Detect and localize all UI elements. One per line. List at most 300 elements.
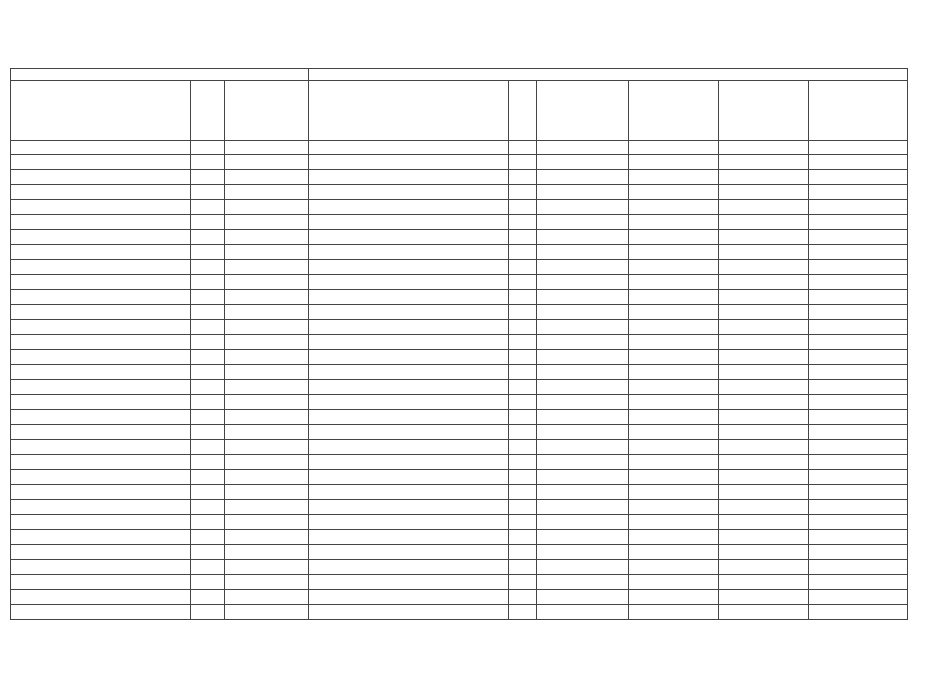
lan-label xyxy=(11,141,191,155)
carry-row xyxy=(11,560,908,575)
income-amount xyxy=(225,275,309,290)
expense-fund xyxy=(719,425,809,440)
expense-general xyxy=(629,290,719,305)
carry-income-number xyxy=(191,605,225,620)
income-amount xyxy=(225,335,309,350)
expense-fund xyxy=(719,305,809,320)
expense-fund xyxy=(719,515,809,530)
income-item xyxy=(11,395,191,410)
table-row xyxy=(11,380,908,395)
col-number-4 xyxy=(719,141,809,155)
carry-row xyxy=(11,590,908,605)
expense-state xyxy=(809,350,908,365)
income-amount xyxy=(225,200,309,215)
income-row-number xyxy=(191,500,225,515)
carry-expense-number xyxy=(509,560,537,575)
expense-general xyxy=(629,170,719,185)
expense-item xyxy=(309,485,509,500)
expense-general xyxy=(629,320,719,335)
expense-row-number xyxy=(509,290,537,305)
totals-row xyxy=(11,545,908,560)
carry-expense-number xyxy=(509,590,537,605)
table-row xyxy=(11,245,908,260)
expense-row-number xyxy=(509,410,537,425)
expense-row-number xyxy=(509,335,537,350)
expense-total xyxy=(537,410,629,425)
expense-total xyxy=(537,365,629,380)
expense-row-number xyxy=(509,380,537,395)
col-number-3 xyxy=(629,141,719,155)
expense-general xyxy=(629,440,719,455)
carry-income-amount xyxy=(225,605,309,620)
expense-general xyxy=(629,410,719,425)
expense-general xyxy=(629,530,719,545)
income-amount xyxy=(225,530,309,545)
expense-general xyxy=(629,260,719,275)
income-item xyxy=(11,350,191,365)
income-item xyxy=(11,215,191,230)
expense-fund xyxy=(719,245,809,260)
expense-row-number xyxy=(509,485,537,500)
column-header-row xyxy=(11,81,908,141)
expense-item xyxy=(309,530,509,545)
income-row-number xyxy=(191,515,225,530)
carry-expense-number xyxy=(509,575,537,590)
expense-row-number xyxy=(509,185,537,200)
carry-income-amount xyxy=(225,590,309,605)
income-item xyxy=(11,185,191,200)
expense-fund xyxy=(719,230,809,245)
income-amount xyxy=(225,485,309,500)
table-row xyxy=(11,395,908,410)
expense-fund xyxy=(719,485,809,500)
carry-expense-value xyxy=(719,605,809,620)
table-row xyxy=(11,185,908,200)
expense-fund xyxy=(719,500,809,515)
table-row xyxy=(11,455,908,470)
income-row-number xyxy=(191,440,225,455)
expense-general xyxy=(629,305,719,320)
expense-state xyxy=(809,380,908,395)
table-row xyxy=(11,305,908,320)
expense-state xyxy=(809,425,908,440)
expense-row-number xyxy=(509,350,537,365)
expense-row-number xyxy=(509,275,537,290)
expense-row-number xyxy=(509,440,537,455)
expense-general xyxy=(629,185,719,200)
carry-row xyxy=(11,605,908,620)
expense-total xyxy=(537,335,629,350)
income-amount xyxy=(225,350,309,365)
expense-total xyxy=(537,275,629,290)
carry-expense-value xyxy=(629,575,719,590)
income-row-number xyxy=(191,530,225,545)
expense-state xyxy=(809,335,908,350)
income-amount xyxy=(225,440,309,455)
expense-fund xyxy=(719,455,809,470)
carry-row xyxy=(11,575,908,590)
table-row xyxy=(11,440,908,455)
income-item xyxy=(11,230,191,245)
income-item xyxy=(11,500,191,515)
income-row-number xyxy=(191,335,225,350)
expense-state xyxy=(809,530,908,545)
expense-row-number xyxy=(509,500,537,515)
income-item xyxy=(11,290,191,305)
income-amount xyxy=(225,260,309,275)
income-item xyxy=(11,485,191,500)
expense-fund xyxy=(719,350,809,365)
expense-row-number xyxy=(509,245,537,260)
carry-expense-item xyxy=(309,605,509,620)
carry-expense-number xyxy=(509,605,537,620)
fund-budget-header xyxy=(719,81,809,141)
income-item xyxy=(11,245,191,260)
expense-state xyxy=(809,170,908,185)
carry-income-amount xyxy=(225,560,309,575)
expense-row-number xyxy=(509,515,537,530)
income-amount xyxy=(225,155,309,170)
expense-state xyxy=(809,200,908,215)
income-row-number xyxy=(191,305,225,320)
expense-total xyxy=(537,440,629,455)
expense-general xyxy=(629,230,719,245)
expense-item xyxy=(309,320,509,335)
income-row-number xyxy=(191,245,225,260)
carry-expense-value xyxy=(809,605,908,620)
income-amount xyxy=(225,290,309,305)
expense-fund xyxy=(719,410,809,425)
col-number-2 xyxy=(537,141,629,155)
carry-income-item xyxy=(11,590,191,605)
table-row xyxy=(11,260,908,275)
expense-item xyxy=(309,215,509,230)
income-amount xyxy=(225,185,309,200)
expense-row-number xyxy=(509,470,537,485)
income-item xyxy=(11,515,191,530)
expense-total xyxy=(537,245,629,260)
expense-fund xyxy=(719,185,809,200)
expense-total xyxy=(537,515,629,530)
income-item xyxy=(11,320,191,335)
expense-state xyxy=(809,260,908,275)
expense-state xyxy=(809,440,908,455)
expense-row-number xyxy=(509,455,537,470)
expense-total xyxy=(537,470,629,485)
expense-item xyxy=(309,425,509,440)
table-row xyxy=(11,215,908,230)
income-amount xyxy=(225,215,309,230)
carry-expense-value xyxy=(809,560,908,575)
income-row-number xyxy=(191,425,225,440)
expense-general xyxy=(629,515,719,530)
carry-income-item xyxy=(11,605,191,620)
income-amount xyxy=(225,500,309,515)
income-amount xyxy=(225,395,309,410)
expense-item xyxy=(309,440,509,455)
income-item xyxy=(11,335,191,350)
income-amount xyxy=(225,425,309,440)
expense-general xyxy=(629,275,719,290)
table-row xyxy=(11,470,908,485)
income-row-number xyxy=(191,470,225,485)
carry-expense-value xyxy=(537,605,629,620)
income-amount xyxy=(225,455,309,470)
expense-total-state xyxy=(809,545,908,560)
income-item xyxy=(11,155,191,170)
table-row xyxy=(11,230,908,245)
expense-total xyxy=(537,320,629,335)
expense-item xyxy=(309,395,509,410)
expense-fund xyxy=(719,275,809,290)
budget-table xyxy=(10,68,908,620)
income-row-number xyxy=(191,230,225,245)
expense-state xyxy=(809,155,908,170)
income-row-number xyxy=(191,380,225,395)
expense-general xyxy=(629,200,719,215)
expense-state xyxy=(809,290,908,305)
expense-total xyxy=(537,215,629,230)
expense-state xyxy=(809,455,908,470)
income-item xyxy=(11,260,191,275)
income-row-number xyxy=(191,290,225,305)
carry-expense-value xyxy=(629,605,719,620)
expense-general xyxy=(629,335,719,350)
income-row-number xyxy=(191,200,225,215)
expense-total xyxy=(537,425,629,440)
expense-item xyxy=(309,305,509,320)
expense-item-header xyxy=(309,81,509,141)
expense-total xyxy=(537,170,629,185)
table-row xyxy=(11,155,908,170)
expense-fund xyxy=(719,290,809,305)
expense-total xyxy=(537,185,629,200)
expense-general xyxy=(629,395,719,410)
col-number-5 xyxy=(809,141,908,155)
expense-item xyxy=(309,245,509,260)
expense-general xyxy=(629,500,719,515)
income-amount xyxy=(225,230,309,245)
income-amount xyxy=(225,380,309,395)
expense-item xyxy=(309,470,509,485)
income-amount xyxy=(225,305,309,320)
expense-fund xyxy=(719,395,809,410)
expense-fund xyxy=(719,200,809,215)
table-row xyxy=(11,365,908,380)
table-row xyxy=(11,335,908,350)
expense-state xyxy=(809,230,908,245)
carry-expense-value xyxy=(537,560,629,575)
expense-state xyxy=(809,410,908,425)
expense-row-number xyxy=(509,155,537,170)
income-row-number xyxy=(191,260,225,275)
income-amount xyxy=(225,410,309,425)
expense-item xyxy=(309,275,509,290)
carry-expense-value xyxy=(809,575,908,590)
expense-state xyxy=(809,305,908,320)
expense-total xyxy=(537,230,629,245)
income-row-number xyxy=(191,455,225,470)
expense-total xyxy=(537,305,629,320)
expense-general xyxy=(629,455,719,470)
expense-fund xyxy=(719,260,809,275)
carry-expense-item xyxy=(309,590,509,605)
income-amount xyxy=(225,470,309,485)
expense-total-number xyxy=(509,545,537,560)
expense-item xyxy=(309,455,509,470)
income-item xyxy=(11,365,191,380)
expense-state xyxy=(809,395,908,410)
expense-row-number xyxy=(509,395,537,410)
expense-total xyxy=(537,485,629,500)
col-number-1 xyxy=(225,141,309,155)
table-row xyxy=(11,410,908,425)
expense-general xyxy=(629,155,719,170)
carry-expense-value xyxy=(537,575,629,590)
expense-total xyxy=(537,260,629,275)
income-item xyxy=(11,275,191,290)
income-item xyxy=(11,305,191,320)
expense-total-fund xyxy=(719,545,809,560)
income-row-number xyxy=(191,350,225,365)
expense-fund xyxy=(719,155,809,170)
income-amount xyxy=(225,320,309,335)
table-row xyxy=(11,200,908,215)
table-row xyxy=(11,425,908,440)
income-amount xyxy=(225,515,309,530)
table-row xyxy=(11,500,908,515)
expense-general xyxy=(629,470,719,485)
expense-total-header xyxy=(537,81,629,141)
expense-fund xyxy=(719,440,809,455)
expense-item xyxy=(309,230,509,245)
expense-item xyxy=(309,335,509,350)
table-row xyxy=(11,320,908,335)
carry-income-amount xyxy=(225,575,309,590)
income-item xyxy=(11,470,191,485)
income-row-number xyxy=(191,155,225,170)
expense-total xyxy=(537,200,629,215)
expense-row-number xyxy=(509,215,537,230)
expense-total xyxy=(537,350,629,365)
expense-total-amount xyxy=(537,545,629,560)
expense-item xyxy=(309,410,509,425)
column-number-row xyxy=(11,141,908,155)
expense-state xyxy=(809,275,908,290)
expense-row-number xyxy=(509,305,537,320)
expense-total xyxy=(537,380,629,395)
expense-row-number xyxy=(509,365,537,380)
table-row xyxy=(11,350,908,365)
carry-expense-value xyxy=(629,590,719,605)
income-row-number xyxy=(191,320,225,335)
expense-state xyxy=(809,365,908,380)
income-row-number xyxy=(191,485,225,500)
expense-total-general xyxy=(629,545,719,560)
section-header-row xyxy=(11,69,908,81)
expense-item xyxy=(309,380,509,395)
income-item xyxy=(11,440,191,455)
carry-expense-value xyxy=(719,590,809,605)
expense-state xyxy=(809,515,908,530)
carry-expense-value xyxy=(809,590,908,605)
expense-general xyxy=(629,215,719,230)
expense-fund xyxy=(719,170,809,185)
expense-total-label xyxy=(309,545,509,560)
expense-general xyxy=(629,485,719,500)
expense-fund xyxy=(719,335,809,350)
lan-label xyxy=(309,141,509,155)
carry-income-number xyxy=(191,575,225,590)
income-amount-header xyxy=(225,81,309,141)
expense-item xyxy=(309,350,509,365)
income-total-label xyxy=(11,545,191,560)
income-total-amount xyxy=(225,545,309,560)
income-item xyxy=(11,455,191,470)
expense-fund xyxy=(719,215,809,230)
expense-state xyxy=(809,185,908,200)
expense-total xyxy=(537,155,629,170)
expense-header xyxy=(309,69,908,81)
expense-state xyxy=(809,215,908,230)
expense-fund xyxy=(719,380,809,395)
expense-item xyxy=(309,515,509,530)
expense-total xyxy=(537,395,629,410)
carry-expense-value xyxy=(719,575,809,590)
income-item xyxy=(11,380,191,395)
income-row-number xyxy=(191,185,225,200)
expense-fund xyxy=(719,365,809,380)
income-item xyxy=(11,410,191,425)
expense-row-number xyxy=(509,170,537,185)
expense-row-number xyxy=(509,230,537,245)
expense-row-number xyxy=(509,200,537,215)
income-row-number xyxy=(191,215,225,230)
expense-row-number xyxy=(509,260,537,275)
income-item-header xyxy=(11,81,191,141)
expense-item xyxy=(309,365,509,380)
income-row-number xyxy=(191,410,225,425)
general-budget-header xyxy=(629,81,719,141)
income-row-number xyxy=(191,170,225,185)
expense-row-number xyxy=(509,425,537,440)
income-amount xyxy=(225,365,309,380)
expense-item xyxy=(309,155,509,170)
table-row xyxy=(11,485,908,500)
expense-rowno-header xyxy=(509,81,537,141)
expense-total xyxy=(537,455,629,470)
carry-expense-value xyxy=(629,560,719,575)
expense-item xyxy=(309,290,509,305)
income-item xyxy=(11,425,191,440)
table-row xyxy=(11,530,908,545)
expense-total xyxy=(537,290,629,305)
expense-general xyxy=(629,350,719,365)
carry-expense-value xyxy=(719,560,809,575)
expense-state xyxy=(809,470,908,485)
expense-total xyxy=(537,500,629,515)
expense-general xyxy=(629,380,719,395)
expense-item xyxy=(309,200,509,215)
income-amount xyxy=(225,170,309,185)
carry-expense-item xyxy=(309,575,509,590)
expense-general xyxy=(629,425,719,440)
expense-state xyxy=(809,485,908,500)
expense-general xyxy=(629,365,719,380)
income-row-number xyxy=(191,395,225,410)
carry-expense-value xyxy=(537,590,629,605)
table-row xyxy=(11,275,908,290)
